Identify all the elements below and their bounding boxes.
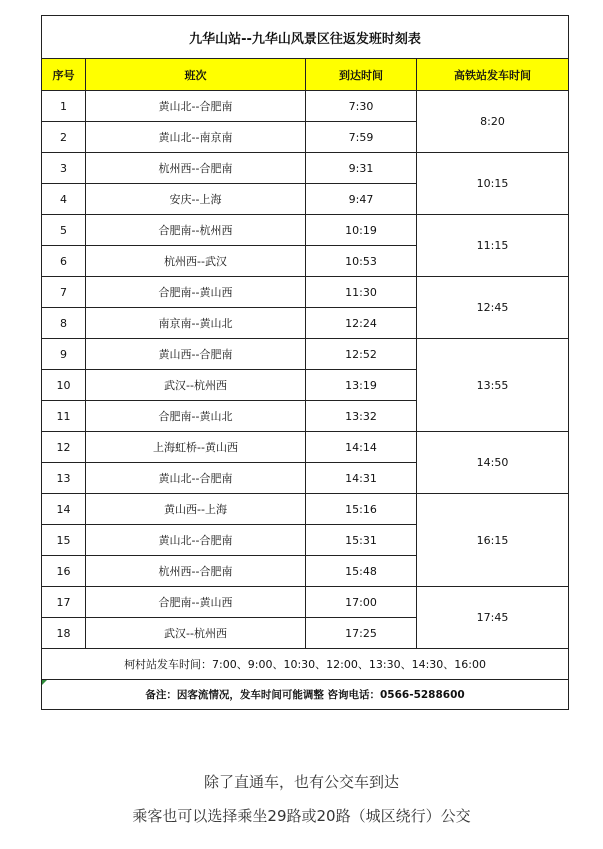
row-route: 合肥南--黄山西 <box>86 277 306 308</box>
row-index: 3 <box>42 153 86 184</box>
row-route: 杭州西--武汉 <box>86 246 306 277</box>
note-text: 备注：因客流情况，发车时间可能调整 咨询电话：0566-5288600 <box>145 689 465 701</box>
row-route: 安庆--上海 <box>86 184 306 215</box>
row-route: 黄山西--合肥南 <box>86 339 306 370</box>
departure-time: 13:55 <box>417 339 569 432</box>
caption-line-1: 除了直通车，也有公交车到达 <box>203 773 399 791</box>
row-index: 5 <box>42 215 86 246</box>
kecun-row <box>42 649 569 680</box>
departure-time: 11:15 <box>417 215 569 277</box>
row-arrival: 14:14 <box>306 432 417 463</box>
row-route: 黄山北--合肥南 <box>86 525 306 556</box>
row-arrival: 10:19 <box>306 215 417 246</box>
note-cell <box>42 680 569 710</box>
table-row <box>42 339 569 370</box>
kecun-departures: 柯村站发车时间：7:00、9:00、10:30、12:00、13:30、14:30、16:00 <box>42 649 569 680</box>
row-index: 12 <box>42 432 86 463</box>
cell-comment-marker <box>42 680 47 685</box>
row-index: 14 <box>42 494 86 525</box>
row-route: 武汉--杭州西 <box>86 370 306 401</box>
timetable <box>41 15 569 710</box>
row-route: 杭州西--合肥南 <box>86 153 306 184</box>
departure-time: 14:50 <box>417 432 569 494</box>
table-row <box>42 494 569 525</box>
row-arrival: 17:25 <box>306 618 417 649</box>
row-route: 合肥南--黄山西 <box>86 587 306 618</box>
row-index: 13 <box>42 463 86 494</box>
table-row <box>42 432 569 463</box>
header-route: 班次 <box>86 59 306 91</box>
row-arrival: 14:31 <box>306 463 417 494</box>
header-index: 序号 <box>42 59 86 91</box>
row-route: 杭州西--合肥南 <box>86 556 306 587</box>
row-index: 16 <box>42 556 86 587</box>
row-index: 7 <box>42 277 86 308</box>
header-departure: 高铁站发车时间 <box>417 59 569 91</box>
row-index: 8 <box>42 308 86 339</box>
row-route: 武汉--杭州西 <box>86 618 306 649</box>
row-index: 4 <box>42 184 86 215</box>
row-index: 15 <box>42 525 86 556</box>
row-arrival: 15:31 <box>306 525 417 556</box>
row-arrival: 12:52 <box>306 339 417 370</box>
row-arrival: 15:48 <box>306 556 417 587</box>
row-route: 上海虹桥--黄山西 <box>86 432 306 463</box>
row-index: 9 <box>42 339 86 370</box>
caption-line-2: 乘客也可以选择乘坐29路或20路（城区绕行）公交 <box>132 807 471 825</box>
departure-time: 12:45 <box>417 277 569 339</box>
row-route: 黄山北--合肥南 <box>86 463 306 494</box>
row-arrival: 9:47 <box>306 184 417 215</box>
row-route: 黄山北--合肥南 <box>86 91 306 122</box>
row-index: 18 <box>42 618 86 649</box>
row-index: 2 <box>42 122 86 153</box>
row-index: 11 <box>42 401 86 432</box>
table-row <box>42 277 569 308</box>
row-route: 黄山北--南京南 <box>86 122 306 153</box>
departure-time: 16:15 <box>417 494 569 587</box>
table-row <box>42 91 569 122</box>
table-row <box>42 153 569 184</box>
title-row <box>42 16 569 59</box>
departure-time: 17:45 <box>417 587 569 649</box>
row-arrival: 10:53 <box>306 246 417 277</box>
row-route: 黄山西--上海 <box>86 494 306 525</box>
table-row <box>42 587 569 618</box>
row-arrival: 15:16 <box>306 494 417 525</box>
row-arrival: 13:32 <box>306 401 417 432</box>
note-row <box>42 680 569 710</box>
header-arrival: 到达时间 <box>306 59 417 91</box>
row-arrival: 9:31 <box>306 153 417 184</box>
header-row <box>42 59 569 91</box>
row-arrival: 13:19 <box>306 370 417 401</box>
row-index: 17 <box>42 587 86 618</box>
row-route: 南京南--黄山北 <box>86 308 306 339</box>
row-index: 10 <box>42 370 86 401</box>
row-route: 合肥南--黄山北 <box>86 401 306 432</box>
departure-time: 10:15 <box>417 153 569 215</box>
row-route: 合肥南--杭州西 <box>86 215 306 246</box>
row-index: 1 <box>42 91 86 122</box>
row-index: 6 <box>42 246 86 277</box>
table-title: 九华山站--九华山风景区往返发班时刻表 <box>42 16 569 59</box>
row-arrival: 11:30 <box>306 277 417 308</box>
row-arrival: 17:00 <box>306 587 417 618</box>
row-arrival: 7:59 <box>306 122 417 153</box>
row-arrival: 7:30 <box>306 91 417 122</box>
table-row <box>42 215 569 246</box>
departure-time: 8:20 <box>417 91 569 153</box>
row-arrival: 12:24 <box>306 308 417 339</box>
